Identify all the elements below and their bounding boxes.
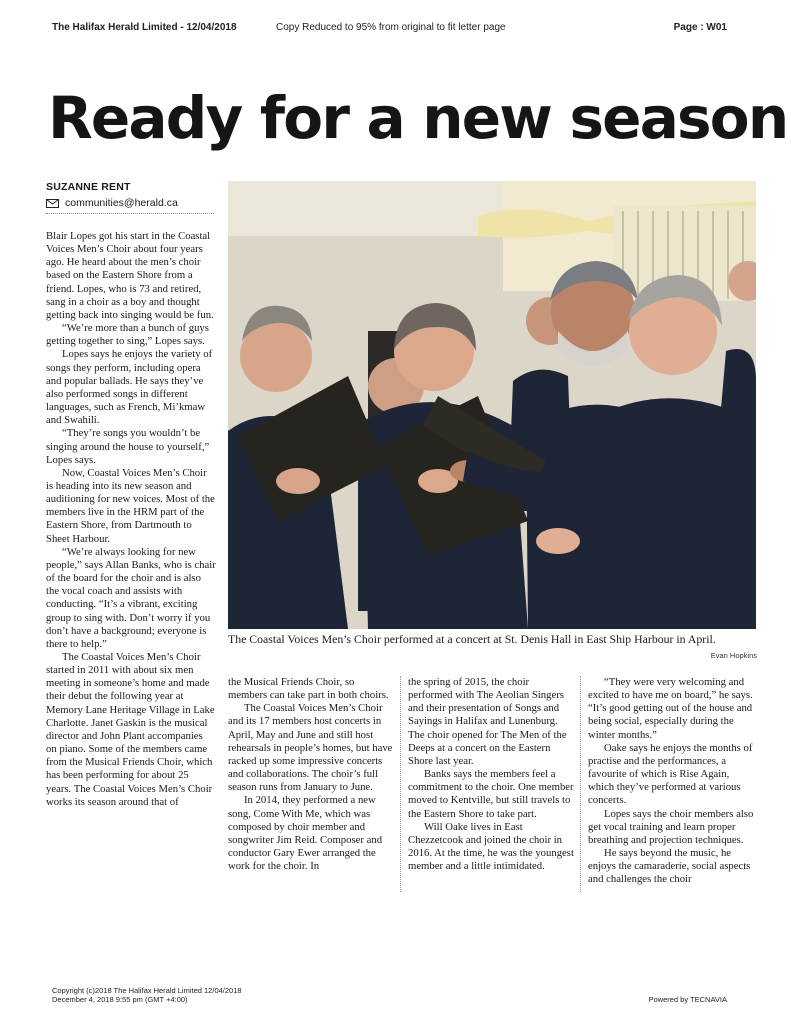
powered-by: Powered by TECNAVIA — [648, 995, 727, 1004]
author-email[interactable]: communities@herald.ca — [65, 197, 178, 209]
article-paragraph: He says beyond the music, he enjoys the camaraderie, social aspects and challenges the choir — [588, 847, 751, 886]
footer-copyright — [52, 986, 242, 1004]
article-paragraph: Will Oake lives in East Chezzetcook and joined the choir in 2016. At the time, he was the youngest member and a little intimidated. — [408, 820, 574, 873]
article-paragraph: the spring of 2015, the choir performed with The Aeolian Singers and their presentation of Songs and Sayings in Halifax and Lunenburg. The choir opened for The Men of the Deeps at a concert on the Eastern Shore last year. — [408, 676, 567, 767]
article-paragraph: “We’re always looking for new people,” says Allan Banks, who is chair of the board for the choir and is also the vocal coach and assists with conducting. “It’s a vibrant, exciting group to sing with. Don’t worry if you don’t have a background; everyone is there to help.” — [46, 545, 216, 650]
byline — [46, 181, 214, 214]
article-column-2 — [228, 676, 396, 873]
article-paragraph: The Coastal Voices Men’s Choir and its 17 members host concerts in April, May and June and still host rehearsals in people’s homes, but have racked up some impressive concerts and collaborations. The choir’s full season runs from January to June. — [228, 702, 393, 794]
headline: Ready for a new season — [48, 84, 788, 152]
article-paragraph: the Musical Friends Choir, so members can take part in both choirs. — [228, 676, 389, 702]
article-column-1 — [46, 230, 216, 809]
print-timestamp: December 4, 2018 9:55 pm (GMT +4:00) — [52, 995, 188, 1004]
article-paragraph: Lopes says he enjoys the variety of songs they perform, including opera and popular ballads. He says they’ve also performed songs in different languages, such as French, Mi’kmaw and Swahili. — [46, 348, 213, 427]
page-number: Page : W01 — [673, 22, 727, 33]
photo-credit: Evan Hopkins — [710, 651, 757, 660]
article-paragraph: “They were very welcoming and excited to have me on board,” he says. “It’s good getting out of the house and being social, especially during the winter months.” — [588, 676, 753, 741]
column-divider — [400, 676, 401, 892]
choir-singers-photo — [228, 181, 756, 629]
copyright-text: Copyright (c)2018 The Halifax Herald Limited 12/04/2018 — [52, 986, 242, 995]
author-email-row — [46, 197, 214, 214]
mail-icon — [46, 199, 59, 208]
article-paragraph: “They’re songs you wouldn’t be singing around the house to yourself,” Lopes says. — [46, 427, 210, 466]
choir-photo — [228, 181, 756, 629]
article-paragraph: Now, Coastal Voices Men’s Choir is heading into its new season and auditioning for new voices. Most of the members live in the HRM part of the Eastern Shore, from Dartmouth to Sheet Harbour. — [46, 466, 215, 545]
article-paragraph: The Coastal Voices Men’s Choir started in 2011 with about six men meeting in someone’s home and made their debut the following year at Memory Lane Heritage Village in Lake Charlotte. Janet Gaskin is the musical director and John Plant accompanies on piano. Some of the members came from the Musical Friends Choir, which has been performing for about 25 years. The Coastal Voices Men’s Choir works its season around that of — [46, 651, 215, 808]
article-paragraph: “We’re more than a bunch of guys getting together to sing,” Lopes says. — [46, 322, 209, 348]
article-paragraph: Blair Lopes got his start in the Coastal Voices Men’s Choir about four years ago. He heard about the men’s choir based on the Eastern Shore from a friend. Lopes, who is 73 and retired, sang in a choir as a boy and thought getting back into singing would be fun. — [46, 230, 214, 321]
publication-header: The Halifax Herald Limited - 12/04/2018 — [52, 22, 237, 33]
article-column-4 — [588, 676, 756, 887]
article-paragraph: Lopes says the choir members also get vocal training and learn proper breathing and projection techniques. — [588, 807, 754, 846]
author-name: SUZANNE RENT — [46, 181, 131, 193]
article-paragraph: Oake says he enjoys the months of practise and the performances, a favourite of which is Rise Again, which they’ve performed at various concerts. — [588, 741, 753, 807]
reduction-note: Copy Reduced to 95% from original to fit letter page — [276, 22, 506, 33]
article-column-3 — [408, 676, 576, 873]
column-divider — [580, 676, 581, 892]
article-paragraph: Banks says the members feel a commitment to the choir. One member moved to Kentville, but still travels to the Eastern Shore to take part. — [408, 768, 574, 820]
photo-caption: The Coastal Voices Men’s Choir performed at a concert at St. Denis Hall in East Ship Harbour in April. — [228, 632, 716, 646]
article-paragraph: In 2014, they performed a new song, Come With Me, which was composed by choir member and songwriter Jim Reid. Composer and conductor Gary Ewer arranged the work for the choir. In — [228, 794, 383, 873]
